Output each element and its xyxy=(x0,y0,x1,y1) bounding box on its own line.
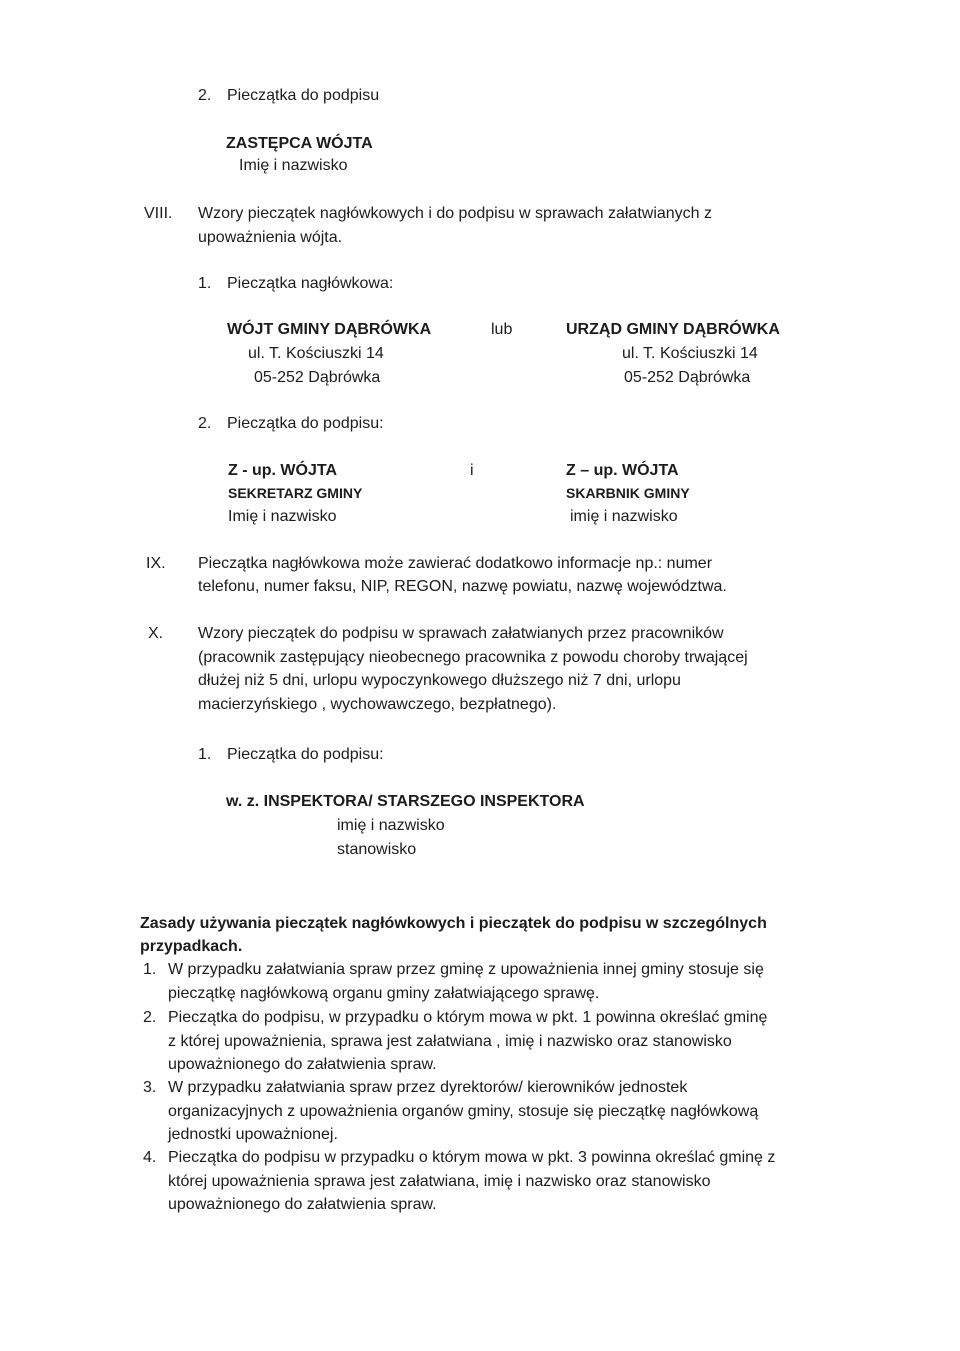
rule-number: 3. xyxy=(143,1079,157,1096)
rule-number: 4. xyxy=(143,1149,157,1166)
stamp-name: Imię i nazwisko xyxy=(228,508,337,525)
section-text-line: macierzyńskiego , wychowawczego, bezpłatnego). xyxy=(198,696,557,713)
section-number: VIII. xyxy=(144,205,173,222)
rule-text-line: upoważnionego do załatwienia spraw. xyxy=(168,1056,437,1073)
connector-text: lub xyxy=(491,321,513,338)
item-label: Pieczątka nagłówkowa: xyxy=(227,275,394,292)
stamp-role: SEKRETARZ GMINY xyxy=(228,485,363,501)
rule-text-line: organizacyjnych z upoważnienia organów gminy, stosuje się pieczątkę nagłówkową xyxy=(168,1103,759,1120)
item-label: Pieczątka do podpisu xyxy=(227,87,380,104)
rule-text-line: z której upoważnienia, sprawa jest załatwiana , imię i nazwisko oraz stanowisko xyxy=(168,1033,732,1050)
section-text-line: Wzory pieczątek do podpisu w sprawach załatwianych przez pracowników xyxy=(198,625,724,642)
stamp-title: Z - up. WÓJTA xyxy=(228,462,338,479)
rule-text-line: upoważnionego do załatwienia spraw. xyxy=(168,1196,437,1213)
item-number: 1. xyxy=(198,275,212,292)
rule-text-line: W przypadku załatwiania spraw przez gminę z upoważnienia innej gminy stosuje się xyxy=(168,961,764,978)
rule-text-line: której upoważnienia sprawa jest załatwiana, imię i nazwisko oraz stanowisko xyxy=(168,1173,711,1190)
rule-text-line: pieczątkę nagłówkową organu gminy załatwiającego sprawę. xyxy=(168,985,600,1002)
stamp-title: Z – up. WÓJTA xyxy=(566,462,679,479)
stamp-position: stanowisko xyxy=(337,841,417,858)
item-label: Pieczątka do podpisu: xyxy=(227,415,384,432)
stamp-title: ZASTĘPCA WÓJTA xyxy=(226,135,373,152)
section-text-line: Wzory pieczątek nagłówkowych i do podpisu w sprawach załatwianych z xyxy=(198,205,713,222)
stamp-name: Imię i nazwisko xyxy=(239,157,348,174)
stamp-name: imię i nazwisko xyxy=(337,817,445,834)
stamp-name: imię i nazwisko xyxy=(570,508,678,525)
connector-text: i xyxy=(470,462,474,479)
rule-text-line: jednostki upoważnionej. xyxy=(168,1126,338,1143)
stamp-title: w. z. INSPEKTORA/ STARSZEGO INSPEKTORA xyxy=(226,793,585,810)
item-number: 1. xyxy=(198,746,212,763)
rules-heading: Zasady używania pieczątek nagłówkowych i pieczątek do podpisu w szczególnych xyxy=(140,915,767,932)
rule-text-line: Pieczątka do podpisu w przypadku o którym mowa w pkt. 3 powinna określać gminę z xyxy=(168,1149,776,1166)
section-text-line: telefonu, numer faksu, NIP, REGON, nazwę powiatu, nazwę województwa. xyxy=(198,578,727,595)
section-text-line: (pracownik zastępujący nieobecnego pracownika z powodu choroby trwającej xyxy=(198,649,748,666)
rules-heading: przypadkach. xyxy=(140,938,243,955)
section-number: X. xyxy=(148,625,164,642)
stamp-city: 05-252 Dąbrówka xyxy=(254,369,381,386)
item-number: 2. xyxy=(198,87,212,104)
section-number: IX. xyxy=(146,555,166,572)
rule-text-line: Pieczątka do podpisu, w przypadku o którym mowa w pkt. 1 powinna określać gminę xyxy=(168,1009,768,1026)
stamp-street: ul. T. Kościuszki 14 xyxy=(248,345,384,362)
item-label: Pieczątka do podpisu: xyxy=(227,746,384,763)
item-number: 2. xyxy=(198,415,212,432)
section-text-line: upoważnienia wójta. xyxy=(198,229,343,246)
rule-number: 2. xyxy=(143,1009,157,1026)
rule-number: 1. xyxy=(143,961,157,978)
section-text-line: dłużej niż 5 dni, urlopu wypoczynkowego dłuższego niż 7 dni, urlopu xyxy=(198,672,681,689)
rule-text-line: W przypadku załatwiania spraw przez dyrektorów/ kierowników jednostek xyxy=(168,1079,688,1096)
section-text-line: Pieczątka nagłówkowa może zawierać dodatkowo informacje np.: numer xyxy=(198,555,713,572)
stamp-role: SKARBNIK GMINY xyxy=(566,485,690,501)
stamp-city: 05-252 Dąbrówka xyxy=(624,369,751,386)
stamp-title: WÓJT GMINY DĄBRÓWKA xyxy=(227,321,432,338)
stamp-title: URZĄD GMINY DĄBRÓWKA xyxy=(566,321,780,338)
stamp-street: ul. T. Kościuszki 14 xyxy=(622,345,758,362)
